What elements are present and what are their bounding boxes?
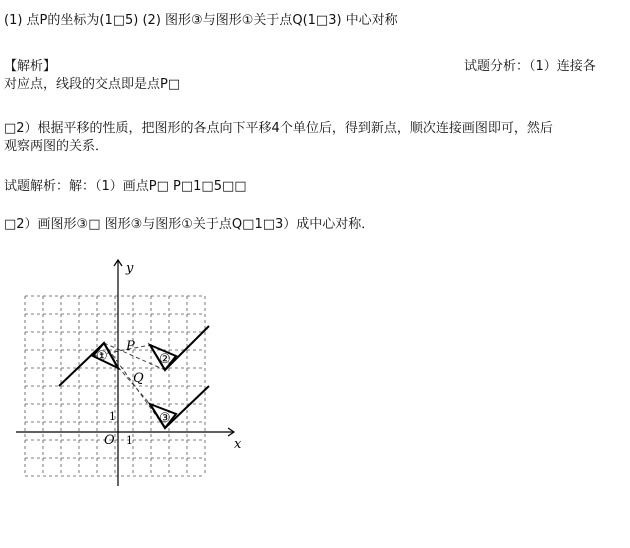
x-tick-label: 1 [126, 434, 133, 447]
analysis-heading: 试题分析：（1）连接各 [464, 59, 596, 74]
shape-2-label: ② [159, 352, 171, 367]
shape-3-label: ③ [159, 411, 171, 426]
analysis-text-continued: 对应点，线段的交点即是点P□ [4, 77, 181, 92]
grid [25, 296, 205, 476]
analysis-tag: 【解析】 [4, 59, 57, 74]
solution-part1: 试题解析：解：（1）画点P□ P□1□5□□ [4, 179, 247, 194]
analysis-part2-line1: □2）根据平移的性质，把图形的各点向下平移4个单位后，得到新点，顺次连接画图即可，然后 [4, 121, 553, 136]
origin-label: O [104, 433, 115, 448]
answer-line: (1) 点P的坐标为(1□5) (2) 图形③与图形①关于点Q(1□3) 中心对称 [4, 13, 398, 28]
point-p-label: P [126, 339, 135, 354]
solution-part2: □2）画图形③□ 图形③与图形①关于点Q□1□3）成中心对称． [4, 217, 375, 232]
x-axis-label: x [234, 437, 242, 452]
analysis-part2-line2: 观察两图的关系． [4, 139, 109, 154]
y-tick-label: 1 [109, 410, 116, 423]
point-q-label: Q [133, 371, 144, 386]
shape-1-label: ① [96, 349, 108, 364]
y-axis-label: y [126, 261, 134, 276]
